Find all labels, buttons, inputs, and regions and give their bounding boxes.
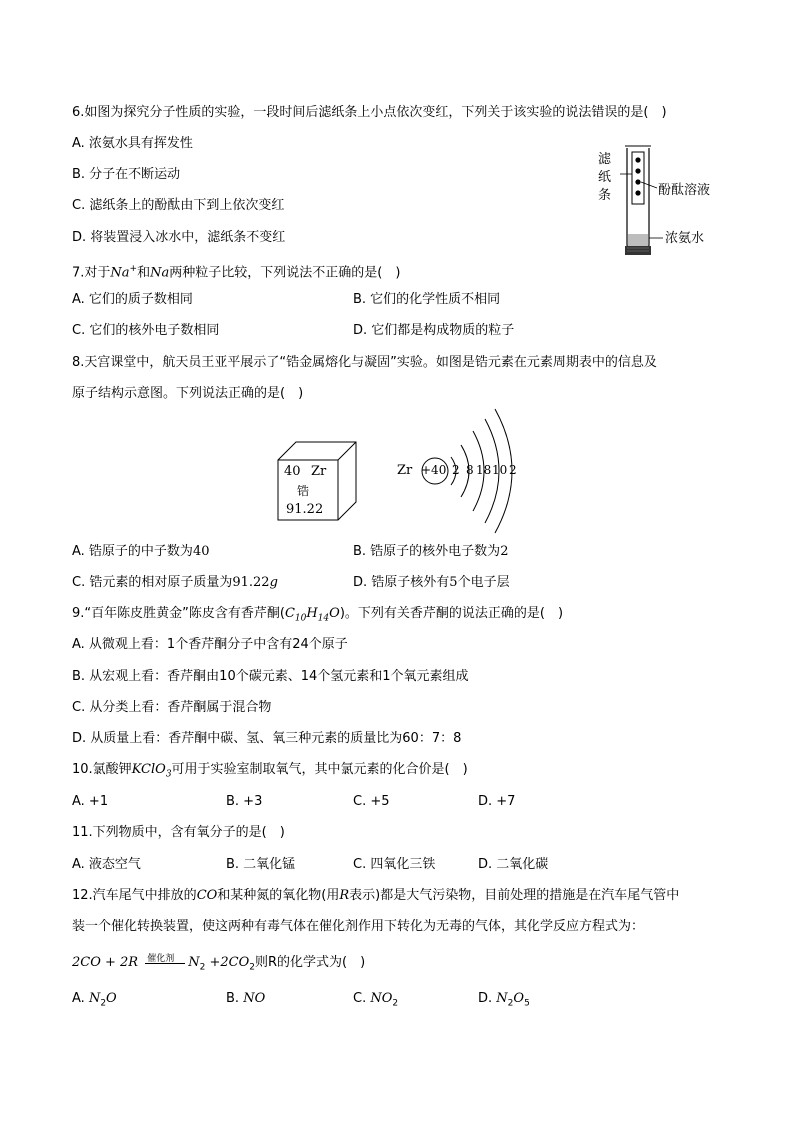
q6-option-c[interactable]: C. 滤纸条上的酚酞由下到上依次变红	[72, 198, 285, 213]
q7-stem-part: 7.对于	[72, 265, 111, 281]
shell-4: 10	[492, 463, 508, 477]
q8-b-value: 2	[500, 544, 509, 559]
strip-label-2: 纸	[598, 170, 612, 185]
shell-1: 2	[452, 463, 460, 477]
sodium-ion: Na	[110, 265, 130, 281]
q7-option-c[interactable]: C. 它们的核外电子数相同	[72, 323, 220, 338]
q10-stem	[72, 761, 468, 784]
q8-a-text: A. 锆原子的中子数为	[72, 544, 193, 559]
ammonia-label: 浓氨水	[665, 231, 705, 246]
atom-symbol: Zr	[397, 463, 413, 478]
q10-option-d[interactable]: D. +7	[478, 794, 516, 809]
strip-label-1: 滤	[598, 152, 612, 167]
test-tube-diagram	[595, 142, 725, 267]
q11-stem: 11.下列物质中，含有氧分子的是( )	[72, 825, 285, 840]
arrow-line	[145, 963, 185, 964]
atomic-number: 40	[284, 464, 301, 479]
formula-sub: 3	[165, 769, 172, 780]
q7-stem-part: 和	[137, 265, 151, 281]
q12-option-b[interactable]	[226, 990, 265, 1008]
q9-stem-part: )。下列有关香芹酮的说法正确的是( )	[339, 606, 564, 621]
strip-label-3: 条	[598, 188, 612, 203]
q8-b-text: B. 锆原子的核外电子数为	[353, 544, 501, 559]
q6-stem: 6.如图为探究分子性质的实验，一段时间后滤纸条上小点依次变红，下列关于该实验的说法错误的是( )	[72, 105, 667, 120]
q12-stem-part: 表示)都是大气污染物，目前处理的措施是在汽车尾气管中	[349, 888, 680, 903]
q12-a-s1: 2	[100, 998, 107, 1009]
formula-o: O	[329, 606, 340, 621]
equation-reactants: 2CO + 2R	[72, 955, 139, 970]
q8-d-text: D. 锆原子核外有	[353, 575, 450, 590]
q12-c-label: C.	[353, 991, 371, 1006]
q12-stem-line2: 装一个催化转换装置，使这两种有毒气体在催化剂作用下转化为无毒的气体，其化学反应方程式为：	[72, 919, 645, 934]
q9-option-a[interactable]: A. 从微观上看：1个香芹酮分子中含有24个原子	[72, 637, 348, 652]
q12-stem-line1	[72, 887, 679, 905]
shell-5: 2	[509, 463, 517, 477]
product-n-sub: 2	[199, 962, 206, 973]
q7-option-b[interactable]: B. 它们的化学性质不相同	[353, 292, 501, 307]
q12-stem-part: 和某种氮的氧化物(用	[217, 888, 340, 903]
q11-option-d[interactable]: D. 二氧化碳	[478, 857, 549, 872]
q12-d-label: D.	[478, 991, 497, 1006]
q6-option-a[interactable]: A. 浓氨水具有挥发性	[72, 136, 193, 151]
q9-option-d[interactable]: D. 从质量上看：香芹酮中碳、氢、氧三种元素的质量比为60：7：8	[72, 731, 462, 746]
q6-option-d[interactable]: D. 将装置浸入冰水中，滤纸条不变红	[72, 230, 286, 245]
q9-option-b[interactable]: B. 从宏观上看：香芹酮由10个碳元素、14个氢元素和1个氧元素组成	[72, 669, 469, 684]
q6-figure	[595, 142, 725, 267]
q8-option-d[interactable]	[353, 574, 510, 592]
q10-option-c[interactable]: C. +5	[353, 794, 390, 809]
co-formula: CO	[196, 888, 218, 903]
formula-h-sub: 14	[317, 613, 330, 624]
q12-c-s1: 2	[392, 998, 399, 1009]
formula-h: H	[306, 606, 318, 621]
shell-3: 18	[476, 463, 492, 477]
q7-stem-part: 两种粒子比较，下列说法不正确的是( )	[169, 265, 401, 281]
q10-option-a[interactable]: A. +1	[72, 794, 109, 809]
q12-option-c[interactable]	[353, 990, 398, 1013]
q12-d-s1: 2	[507, 998, 514, 1009]
q12-c-f: NO	[370, 991, 393, 1006]
r-symbol: R	[339, 888, 350, 903]
q8-stem-line2: 原子结构示意图。下列说法正确的是( )	[72, 386, 304, 401]
q12-option-a[interactable]	[72, 990, 117, 1013]
q9-stem-part: 9.“百年陈皮胜黄金”陈皮含有香芹酮(	[72, 606, 285, 621]
q11-option-b[interactable]: B. 二氧化锰	[226, 857, 296, 872]
q7-stem	[72, 260, 400, 282]
q12-d-f: N	[496, 991, 508, 1006]
q7-option-d[interactable]: D. 它们都是构成物质的粒子	[353, 323, 515, 338]
atomic-mass: 91.22	[286, 502, 324, 517]
q8-a-value: 40	[192, 544, 210, 559]
q10-option-b[interactable]: B. +3	[226, 794, 263, 809]
q12-a-f: N	[88, 991, 101, 1006]
element-symbol: Zr	[311, 464, 327, 479]
q8-c-text: C. 锆元素的相对原子质量为	[72, 575, 233, 590]
product-co2: +2CO	[205, 955, 250, 970]
q11-option-c[interactable]: C. 四氧化三铁	[353, 857, 436, 872]
q12-d-f2: O	[513, 991, 525, 1006]
q8-option-b[interactable]	[353, 543, 508, 561]
q12-stem-tail: 则R的化学式为( )	[254, 955, 366, 970]
product-n: N	[188, 955, 200, 970]
q8-d-value: 5	[449, 575, 458, 590]
formula-c-sub: 10	[294, 613, 307, 624]
q10-stem-part: 可用于实验室制取氧气，其中氯元素的化合价是( )	[171, 762, 468, 777]
q12-b-f: NO	[243, 991, 266, 1006]
sodium-atom: Na	[150, 265, 170, 281]
q8-option-a[interactable]	[72, 543, 209, 561]
shell-2: 8	[466, 463, 474, 477]
catalyst-label: 催化剂	[147, 954, 175, 964]
q10-stem-part: 10.氯酸钾	[72, 762, 132, 777]
q12-equation	[72, 954, 365, 977]
q12-a-label: A.	[72, 991, 89, 1006]
q7-option-a[interactable]: A. 它们的质子数相同	[72, 292, 193, 307]
catalyst-arrow	[145, 954, 185, 972]
q8-option-c[interactable]	[72, 574, 278, 592]
q12-stem-part: 12.汽车尾气中排放的	[72, 888, 197, 903]
product-co2-sub: 2	[249, 962, 255, 973]
formula-c: C	[284, 606, 295, 621]
ion-charge: +	[129, 264, 138, 274]
q8-stem-line1: 8.天宫课堂中，航天员王亚平展示了“锆金属熔化与凝固”实验。如图是锆元素在元素周期表中的信息及	[72, 355, 657, 370]
q9-stem	[72, 605, 563, 628]
element-name: 锆	[297, 484, 310, 498]
q12-option-d[interactable]	[478, 990, 530, 1013]
q9-option-c[interactable]: C. 从分类上看：香芹酮属于混合物	[72, 700, 272, 715]
q12-d-s2: 5	[524, 998, 530, 1009]
q8-c-value: 91.22	[232, 575, 270, 590]
phenolphthalein-label: 酚酞溶液	[658, 183, 711, 198]
potassium-chlorate-formula: KClO	[131, 762, 166, 777]
q8-c-unit: g	[269, 575, 278, 590]
q11-option-a[interactable]: A. 液态空气	[72, 857, 141, 872]
q12-a-f2: O	[106, 991, 117, 1006]
q12-b-label: B.	[226, 991, 244, 1006]
q6-option-b[interactable]: B. 分子在不断运动	[72, 167, 181, 182]
q8-d-suffix: 个电子层	[457, 575, 510, 590]
nucleus-charge: +40	[421, 463, 447, 477]
